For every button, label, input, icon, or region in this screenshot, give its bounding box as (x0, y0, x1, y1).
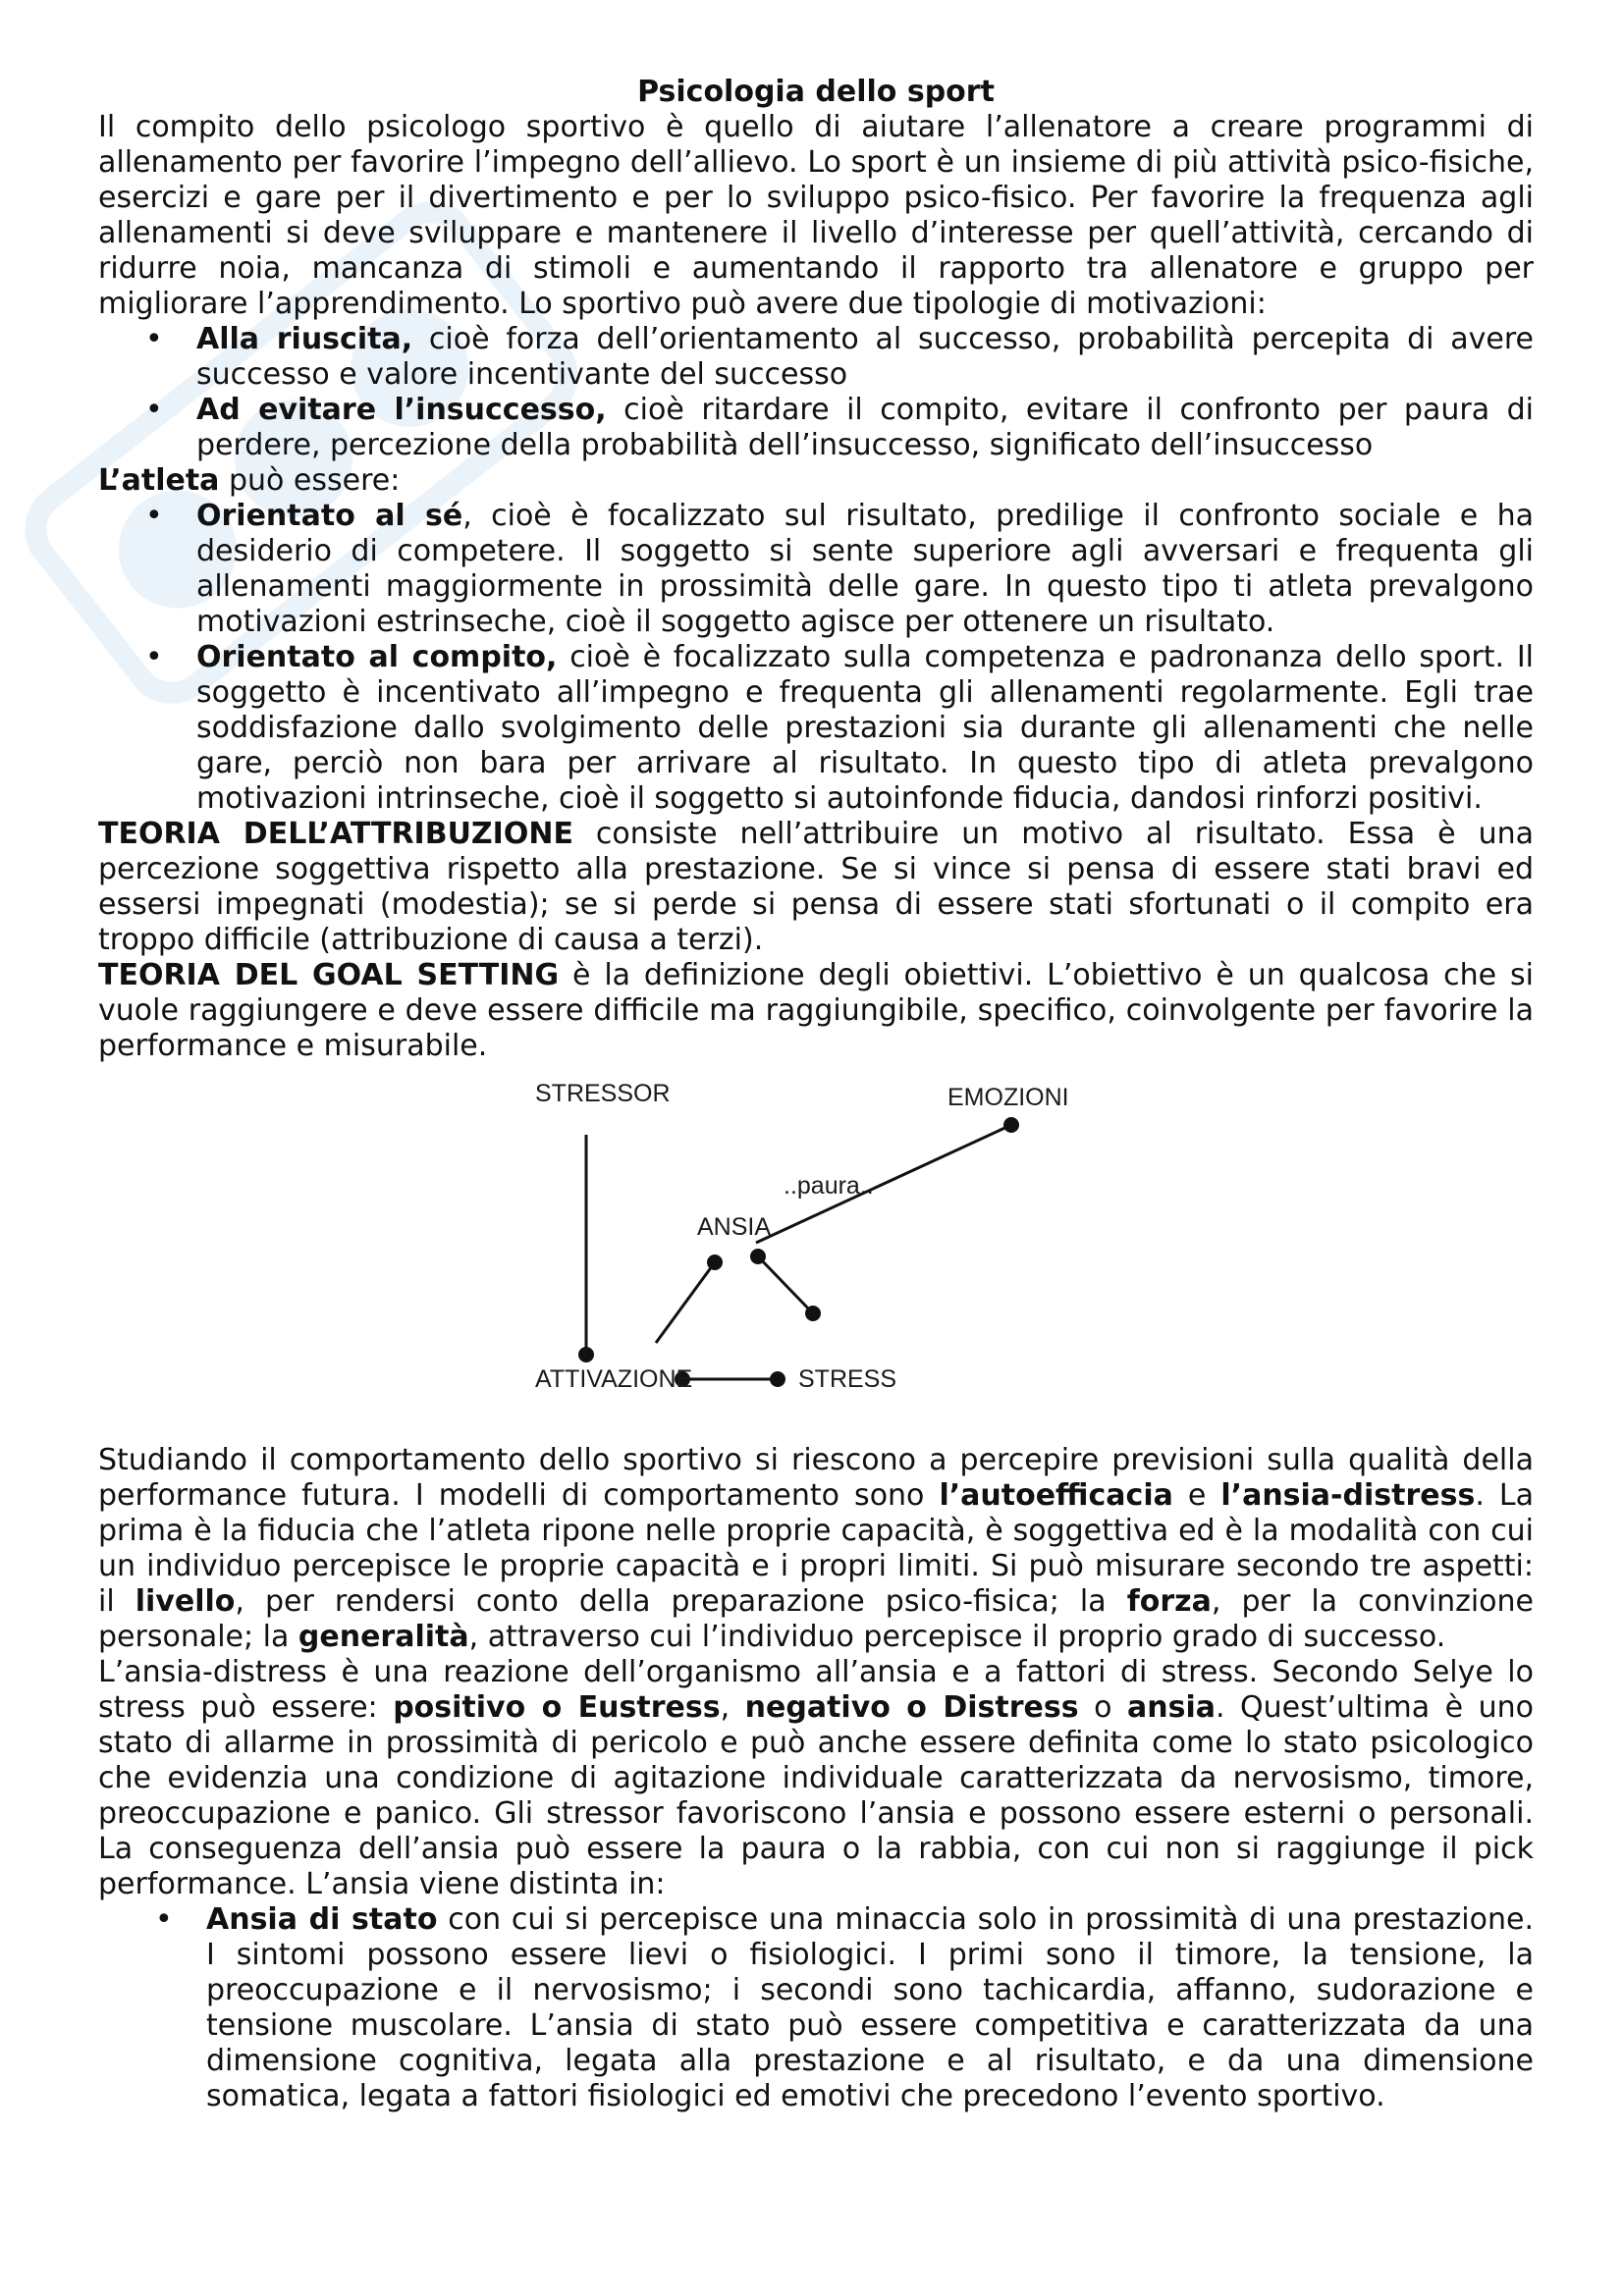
attribution-text: consiste nell’attribuire un motivo al risultato. Essa è una percezione soggettiva rispetto alla prestazione. Se si vince si pensa di essere stati bravi ed essersi impegnati (modestia); se si perde si pensa di essere stati sfortunati o il compito era troppo difficile (attribuzione di causa a terzi). (98, 817, 1534, 957)
text-run: . Quest’ultima è uno stato di allarme in prossimità di pericolo e può anche essere definita come lo stato psicologico che evidenzia una condizione di agitazione individuale caratterizzata da nervosismo, timore, preoccupazione e panico. Gli stressor favoriscono l’ansia e possono essere esterni o personali. La conseguenza dell’ansia può essere la paura o la rabbia, con cui non si raggiunge il pick performance. L’ansia viene distinta in: (98, 1690, 1534, 1901)
bold-run: generalità (298, 1620, 469, 1654)
list-item-text: con cui si percepisce una minaccia solo in prossimità di una prestazione. I sintomi possono essere lievi o fisiologici. I primi sono il timore, la tensione, la preoccupazione e il nervosismo; i secondi sono tachicardia, affanno, sudorazione e tensione muscolare. L’ansia di stato può essere competitiva e caratterizzata da una dimensione cognitiva, legata alla prestazione e al risultato, e da una dimensione somatica, legata a fattori fisiologici ed emotivi che precedono l’evento sportivo. (206, 1902, 1534, 2113)
node-ansia-right (750, 1249, 766, 1264)
label-stress: STRESS (798, 1365, 897, 1393)
motivation-list (98, 322, 1534, 463)
bold-run: forza (1126, 1584, 1212, 1619)
list-item-term: Orientato al sé (196, 499, 463, 533)
list-item-text: cioè forza dell’orientamento al successo, probabilità percepita di avere successo e valore incentivante del successo (196, 322, 1534, 392)
athlete-lead-term: L’atleta (98, 463, 220, 498)
attribution-term: TEORIA DELL’ATTRIBUZIONE (98, 817, 573, 851)
list-item-text: cioè è focalizzato sulla competenza e padronanza dello sport. Il soggetto è incentivato all’impegno e frequenta gli allenamenti regolarmente. Egli trae soddisfazione dallo svolgimento delle prestazioni sia durante gli allenamenti che nelle gare, perciò non bara per arrivare al risultato. In questo tipo di atleta prevalgono motivazioni intrinseche, cioè il soggetto si autoinfonde fiducia, dandosi rinforzi positivi. (196, 640, 1535, 816)
attribution-paragraph (98, 817, 1534, 958)
bold-run: ansia (1126, 1690, 1216, 1725)
behaviour-paragraph (98, 1443, 1534, 1655)
label-attivazione: ATTIVAZIONE (535, 1365, 693, 1393)
list-item-text: , cioè è focalizzato sul risultato, predilige il confronto sociale e ha desiderio di competere. Il soggetto si sente superiore agli avversari e frequenta gli allenamenti maggiormente in prossimità delle gare. In questo tipo ti atleta prevalgono motivazioni estrinseche, cioè il soggetto agisce per ottenere un risultato. (196, 499, 1534, 639)
anxiety-type-list (98, 1902, 1534, 2114)
list-item-term: Ad evitare l’insuccesso, (196, 393, 607, 427)
text-run: , per rendersi conto della preparazione psico-fisica; la (235, 1584, 1127, 1619)
label-paura: ..paura.. (784, 1172, 874, 1200)
athlete-lead-text: può essere: (219, 463, 401, 498)
intro-paragraph: Il compito dello psicologo sportivo è quello di aiutare l’allenatore a creare programmi di allenamento per favorire l’impegno dell’allievo. Lo sport è un insieme di più attività psico-fisiche, esercizi e gare per il divertimento e per lo sviluppo psico-fisico. Per favorire la frequenza agli allenamenti si deve sviluppare e mantenere il livello d’interesse per quell’attività, cercando di ridurre noia, mancanza di stimoli e aumentando il rapporto tra allenatore e gruppo per migliorare l’apprendimento. Lo sportivo può avere due tipologie di motivazioni: (98, 110, 1534, 321)
goal-setting-text: è la definizione degli obiettivi. L’obiettivo è un qualcosa che si vuole raggiungere e deve essere difficile ma raggiungibile, specifico, coinvolgente per favorire la performance e misurabile. (98, 958, 1534, 1063)
label-emozioni: EMOZIONI (947, 1084, 1069, 1111)
bold-run: l’ansia-distress (1220, 1478, 1476, 1513)
list-item-text: cioè ritardare il compito, evitare il confronto per paura di perdere, percezione della probabilità dell’insuccesso, significato dell’insuccesso (196, 393, 1534, 462)
list-item (98, 640, 1534, 817)
list-item-term: Alla riuscita, (196, 322, 413, 356)
list-item-term: Ansia di stato (206, 1902, 438, 1937)
list-item-term: Orientato al compito, (196, 640, 558, 674)
label-ansia: ANSIA (697, 1213, 772, 1241)
node-stress (805, 1306, 821, 1321)
list-item (98, 1902, 1534, 2114)
document-page (98, 75, 1534, 2114)
page-title: Psicologia dello sport (637, 75, 995, 109)
edge-ansia-stress (758, 1256, 813, 1313)
text-run: e (1172, 1478, 1221, 1513)
text-run: o (1078, 1690, 1127, 1725)
bold-run: livello (135, 1584, 236, 1619)
node-ansia-left (707, 1255, 723, 1270)
bold-run: positivo o Eustress (393, 1690, 721, 1725)
athlete-lead (98, 463, 1534, 499)
list-item (98, 499, 1534, 640)
goal-setting-paragraph (98, 958, 1534, 1064)
text-run: , per la convinzione personale; la (98, 1584, 1534, 1654)
node-stress-bottom (770, 1371, 785, 1387)
node-stressor-end (578, 1347, 594, 1362)
label-stressor: STRESSOR (535, 1080, 671, 1107)
athlete-type-list (98, 499, 1534, 817)
bold-run: l’autoefficacia (939, 1478, 1173, 1513)
edge-ansia-attivazione (656, 1262, 715, 1343)
list-item (98, 322, 1534, 393)
text-run: . La prima è la fiducia che l’atleta ripone nelle proprie capacità, è soggettiva ed è la modalità con cui un individuo percepisce le proprie capacità e i propri limiti. Si può misurare secondo tre aspetti: il (98, 1478, 1535, 1619)
text-run: L’ansia-distress è una reazione dell’organismo all’ansia e a fattori di stress. Secondo Selye lo stress può essere: (98, 1655, 1534, 1725)
distress-paragraph (98, 1655, 1534, 1902)
node-emozioni (1003, 1117, 1019, 1133)
bold-run: negativo o Distress (744, 1690, 1079, 1725)
text-run: Studiando il comportamento dello sportivo si riescono a percepire previsioni sulla qualità della performance futura. I modelli di comportamento sono (98, 1443, 1534, 1513)
list-item (98, 393, 1534, 463)
text-run: , attraverso cui l’individuo percepisce il proprio grado di successo. (468, 1620, 1446, 1654)
goal-setting-term: TEORIA DEL GOAL SETTING (98, 958, 560, 992)
text-run: , (720, 1690, 745, 1725)
stress-diagram (530, 1078, 1100, 1402)
